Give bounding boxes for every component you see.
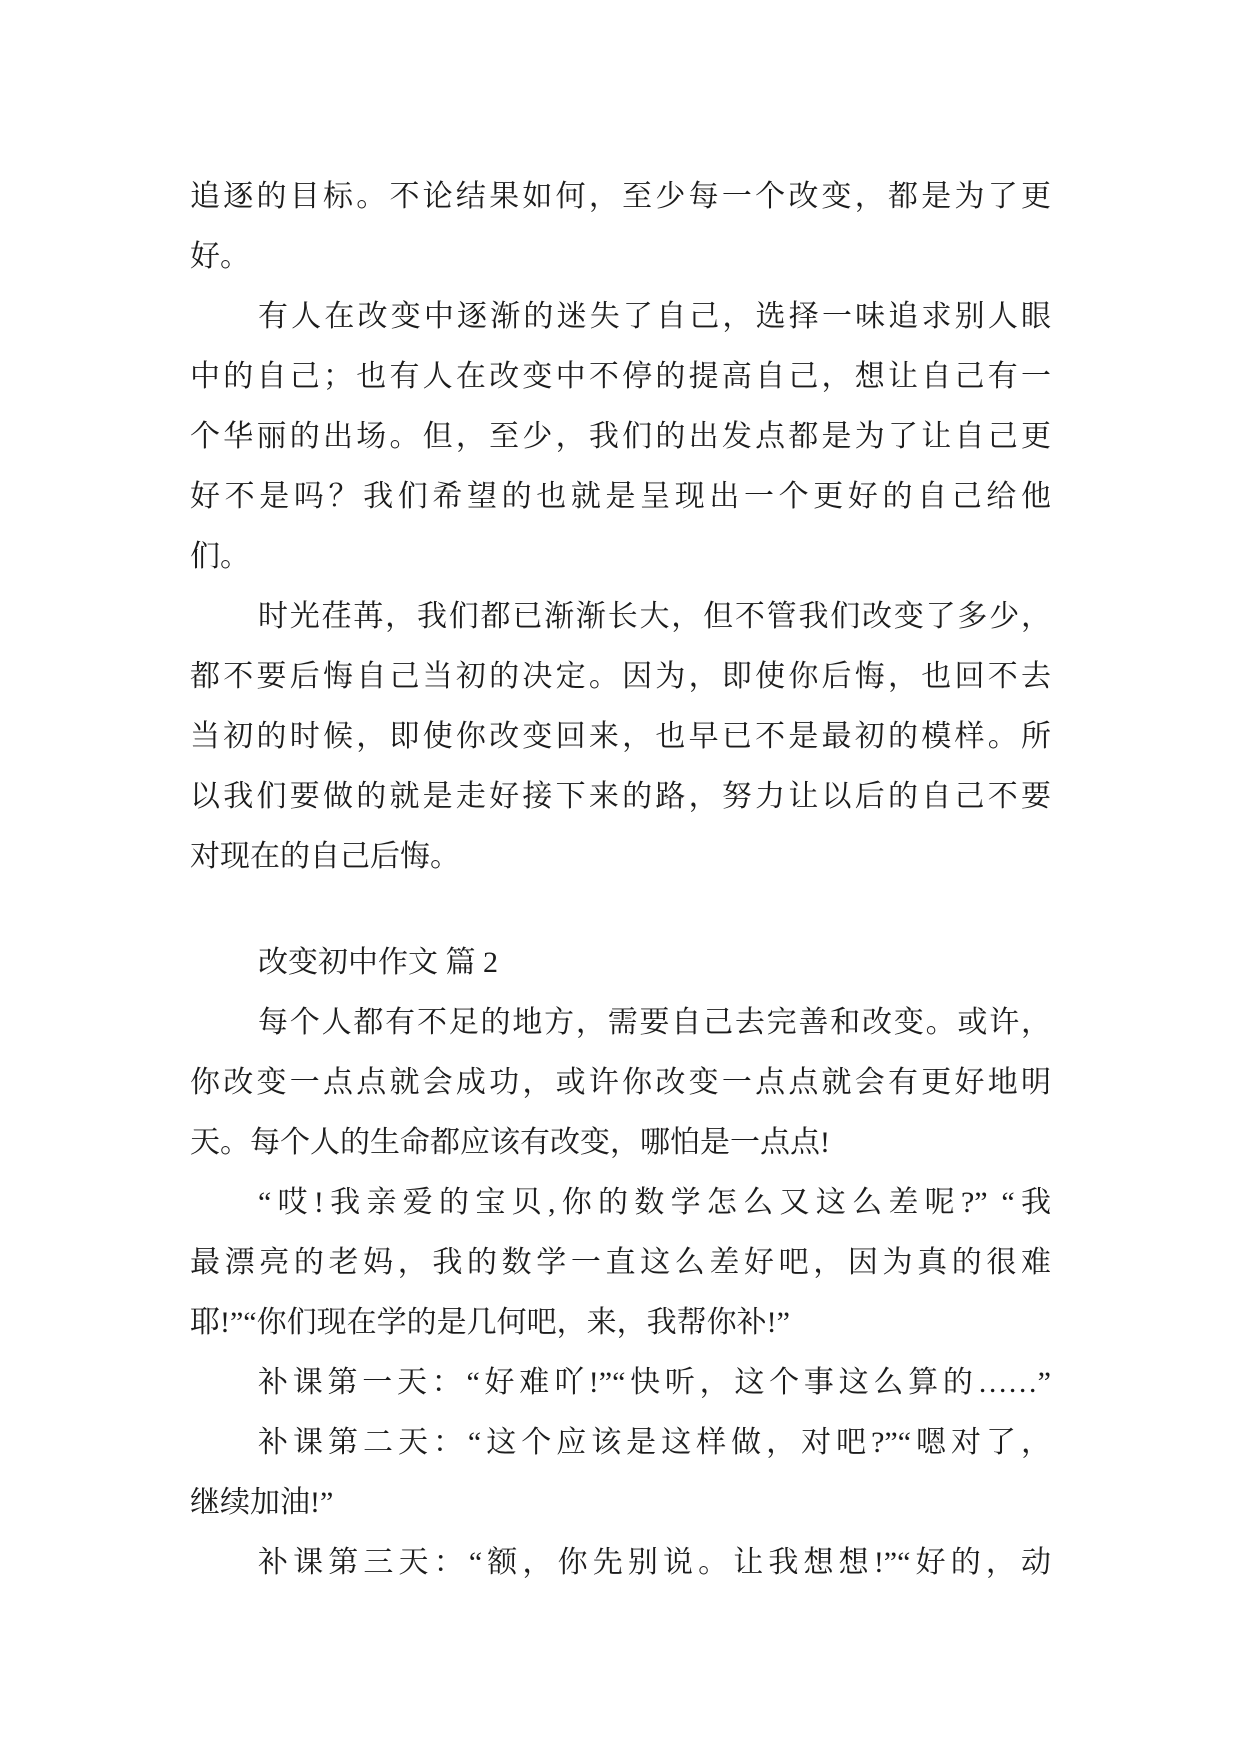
paragraph [190,1353,1051,1413]
text-line: 耶!”“你们现在学的是几何吧，来，我帮你补!” [190,1306,790,1339]
text-line: 们。 [190,540,250,573]
text-line: 好。 [190,240,250,273]
text-line: 补课第二天：“这个应该是这样做，对吧?”“嗯对了， [258,1426,1051,1459]
paragraph [190,167,1051,287]
text-line: 继续加油!” [190,1486,334,1519]
text-line: 补课第三天：“额，你先别说。让我想想!”“好的，动 [258,1546,1051,1579]
paragraph [190,993,1051,1173]
text-line: “哎!我亲爱的宝贝,你的数学怎么又这么差呢?” “我 [258,1186,1051,1219]
text-line: 都不要后悔自己当初的决定。因为，即使你后悔，也回不去 [190,660,1051,693]
text-line: 好不是吗？我们希望的也就是呈现出一个更好的自己给他 [190,480,1051,513]
text-line: 时光荏苒，我们都已渐渐长大，但不管我们改变了多少， [258,600,1051,633]
text-line: 个华丽的出场。但，至少，我们的出发点都是为了让自己更 [190,420,1051,453]
text-line: 每个人都有不足的地方，需要自己去完善和改变。或许， [258,1006,1051,1039]
document-body [190,167,1051,1593]
text-line: 以我们要做的就是走好接下来的路，努力让以后的自己不要 [190,780,1051,813]
text-line: 中的自己；也有人在改变中不停的提高自己，想让自己有一 [190,360,1051,393]
text-line: 有人在改变中逐渐的迷失了自己，选择一味追求别人眼 [258,300,1051,333]
paragraph [190,1533,1051,1593]
paragraph [190,1413,1051,1533]
text-line: 对现在的自己后悔。 [190,840,460,873]
text-line: 最漂亮的老妈，我的数学一直这么差好吧，因为真的很难 [190,1246,1051,1279]
text-line: 追逐的目标。不论结果如何，至少每一个改变，都是为了更 [190,180,1051,213]
text-line: 天。每个人的生命都应该有改变，哪怕是一点点! [190,1126,830,1159]
paragraph [190,1173,1051,1353]
paragraph [190,587,1051,887]
text-line: 当初的时候，即使你改变回来，也早已不是最初的模样。所 [190,720,1051,753]
text-line: 补课第一天：“好难吖!”“快听，这个事这么算的……” [258,1366,1051,1399]
text-line: 你改变一点点就会成功，或许你改变一点点就会有更好地明 [190,1066,1051,1099]
paragraph [190,287,1051,587]
section-heading: 改变初中作文 篇 2 [258,946,498,979]
